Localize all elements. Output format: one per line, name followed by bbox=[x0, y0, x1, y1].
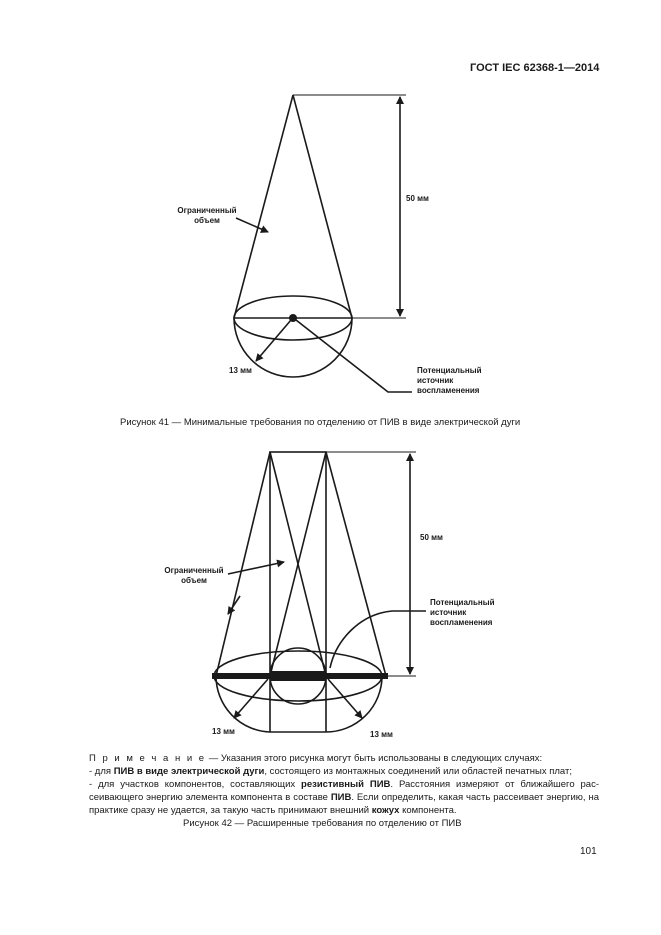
note-block bbox=[89, 752, 599, 817]
fig41-source-label: Потенциальный источник воспламенения bbox=[417, 366, 482, 395]
fig42-source-label: Потенциальный источник воспламенения bbox=[430, 598, 495, 627]
figure-42-caption: Рисунок 42 — Расширенные требования по отделению от ПИВ bbox=[183, 818, 462, 829]
fig42-radius-right-label: 13 мм bbox=[370, 730, 393, 739]
fig41-radius-label: 13 мм bbox=[229, 366, 252, 375]
page-number: 101 bbox=[580, 846, 597, 857]
fig42-volume-label: Ограниченный объем bbox=[164, 566, 224, 585]
right-hemisphere bbox=[326, 676, 382, 732]
fig42-height-label: 50 мм bbox=[420, 533, 443, 542]
fig41-volume-label: Ограниченный объем bbox=[177, 206, 237, 225]
right-cone-edge bbox=[326, 452, 386, 676]
volume-leader-2 bbox=[228, 562, 284, 574]
note-item-2: - для участков компонентов, составляющих резистивный ПИВ. Расстояния измеряют от ближайшего рассеивающего энергию элемента компонента в составе ПИВ. Если определить, какая часть рассеивает энергию, на практике сразу не удается, за такую часть принимают внешний кожух компонента. bbox=[89, 779, 600, 816]
resistive-body bbox=[270, 671, 326, 681]
note-intro: П р и м е ч а н и е — Указания этого рисунка могут быть использованы в следующих случаях: bbox=[89, 753, 543, 764]
left-cone-edge bbox=[216, 452, 270, 676]
note-label: П р и м е ч а н и е bbox=[89, 753, 207, 764]
fig41-height-label: 50 мм bbox=[406, 194, 429, 203]
note-item-1: - для ПИВ в виде электрической дуги, состоящего из монтажных соединений или областей печатных плат; bbox=[89, 766, 572, 777]
fig42-radius-left-label: 13 мм bbox=[212, 727, 235, 736]
source-leader-2 bbox=[330, 611, 426, 668]
standard-designation: ГОСТ IEC 62368-1—2014 bbox=[470, 62, 600, 74]
figure-41-caption: Рисунок 41 — Минимальные требования по отделению от ПИВ в виде электрической дуги bbox=[120, 417, 521, 428]
left-hemisphere bbox=[216, 676, 270, 732]
